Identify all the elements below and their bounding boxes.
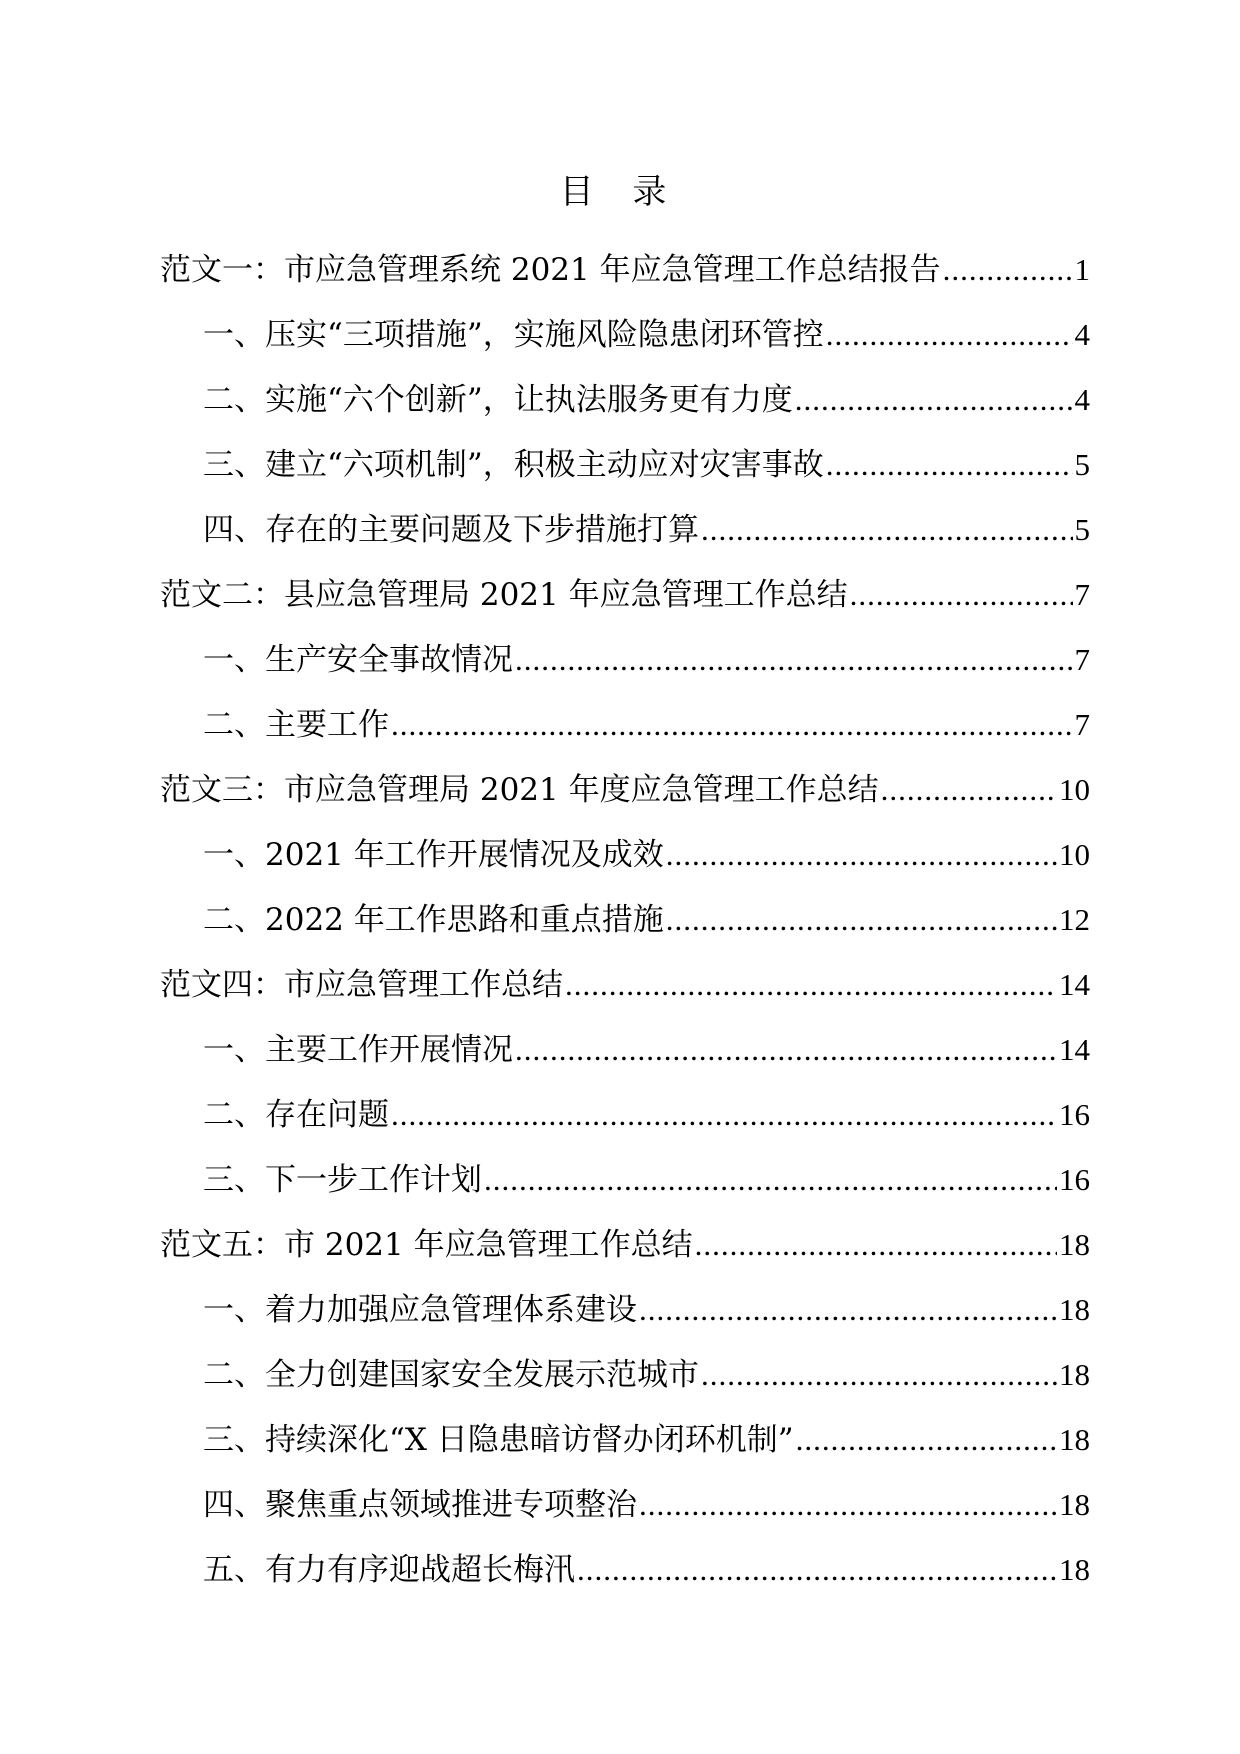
toc-page-number: 5 bbox=[1074, 447, 1090, 482]
dot-leader bbox=[515, 627, 1073, 692]
dot-leader bbox=[515, 1017, 1057, 1082]
toc-page-number: 4 bbox=[1074, 317, 1090, 352]
toc-entry-text: 范文四：市应急管理工作总结 bbox=[160, 967, 563, 1003]
toc-entry[interactable] bbox=[160, 627, 1090, 692]
toc-page-number: 10 bbox=[1059, 837, 1090, 872]
toc-entry-text: 四、存在的主要问题及下步措施打算 bbox=[203, 512, 699, 548]
toc-page-number: 4 bbox=[1074, 382, 1090, 417]
toc-page-number: 18 bbox=[1059, 1357, 1090, 1392]
toc-entry[interactable] bbox=[160, 887, 1090, 952]
toc-entry[interactable] bbox=[160, 1082, 1090, 1147]
dot-leader bbox=[565, 952, 1057, 1017]
toc-title: 目 录 bbox=[559, 172, 681, 212]
toc-entry[interactable] bbox=[160, 1342, 1090, 1407]
toc-entry-text: 一、着力加强应急管理体系建设 bbox=[203, 1292, 637, 1328]
toc-entry-text: 二、存在问题 bbox=[203, 1097, 389, 1133]
toc-entry[interactable] bbox=[160, 822, 1090, 887]
dot-leader bbox=[391, 692, 1073, 757]
toc-entry-text: 三、下一步工作计划 bbox=[203, 1162, 482, 1198]
toc-page-number: 16 bbox=[1059, 1162, 1090, 1197]
toc-entry[interactable] bbox=[160, 237, 1090, 302]
toc-entry[interactable] bbox=[160, 692, 1090, 757]
toc-page-number: 18 bbox=[1059, 1552, 1090, 1587]
toc-entry-text: 一、2021 年工作开展情况及成效 bbox=[203, 837, 664, 873]
toc-page-number: 12 bbox=[1059, 902, 1090, 937]
dot-leader bbox=[796, 1407, 1057, 1472]
toc-entry-text: 范文五：市 2021 年应急管理工作总结 bbox=[160, 1227, 693, 1263]
toc-entry[interactable] bbox=[160, 1537, 1090, 1602]
dot-leader bbox=[391, 1082, 1057, 1147]
toc-page-number: 7 bbox=[1074, 642, 1090, 677]
toc-entry-text: 三、建立“六项机制”，积极主动应对灾害事故 bbox=[203, 447, 824, 483]
dot-leader bbox=[577, 1537, 1057, 1602]
toc-entry-text: 范文三：市应急管理局 2021 年度应急管理工作总结 bbox=[160, 772, 879, 808]
toc-entry[interactable] bbox=[160, 432, 1090, 497]
toc-entry[interactable] bbox=[160, 952, 1090, 1017]
toc-page-number: 16 bbox=[1059, 1097, 1090, 1132]
toc-entry-text: 五、有力有序迎战超长梅汛 bbox=[203, 1552, 575, 1588]
toc-entry[interactable] bbox=[160, 1472, 1090, 1537]
dot-leader bbox=[881, 757, 1057, 822]
dot-leader bbox=[701, 497, 1073, 562]
toc-entry-text: 二、主要工作 bbox=[203, 707, 389, 743]
toc-entry-text: 一、压实“三项措施”，实施风险隐患闭环管控 bbox=[203, 317, 824, 353]
toc-page-number: 18 bbox=[1059, 1292, 1090, 1327]
dot-leader bbox=[695, 1212, 1057, 1277]
toc-entry-text: 二、全力创建国家安全发展示范城市 bbox=[203, 1357, 699, 1393]
toc-entry-text: 二、2022 年工作思路和重点措施 bbox=[203, 902, 664, 938]
toc-page-number: 14 bbox=[1059, 1032, 1090, 1067]
dot-leader bbox=[484, 1147, 1057, 1212]
toc-page-number: 10 bbox=[1059, 772, 1090, 807]
toc-page-number: 7 bbox=[1074, 577, 1090, 612]
dot-leader bbox=[795, 367, 1073, 432]
dot-leader bbox=[826, 432, 1073, 497]
dot-leader bbox=[943, 237, 1073, 302]
dot-leader bbox=[701, 1342, 1057, 1407]
toc-entry[interactable] bbox=[160, 1017, 1090, 1082]
toc-entry[interactable] bbox=[160, 302, 1090, 367]
toc-entry-text: 一、生产安全事故情况 bbox=[203, 642, 513, 678]
toc-entry-text: 三、持续深化“X 日隐患暗访督办闭环机制” bbox=[203, 1422, 794, 1458]
toc-entry[interactable] bbox=[160, 562, 1090, 627]
toc-entry-text: 二、实施“六个创新”，让执法服务更有力度 bbox=[203, 382, 793, 418]
table-of-contents bbox=[160, 237, 1090, 1602]
toc-page-number: 18 bbox=[1059, 1487, 1090, 1522]
dot-leader bbox=[850, 562, 1073, 627]
toc-entry[interactable] bbox=[160, 1407, 1090, 1472]
toc-entry[interactable] bbox=[160, 497, 1090, 562]
dot-leader bbox=[666, 822, 1057, 887]
toc-entry[interactable] bbox=[160, 1277, 1090, 1342]
toc-page-number: 18 bbox=[1059, 1227, 1090, 1262]
toc-page-number: 14 bbox=[1059, 967, 1090, 1002]
toc-entry-text: 范文一：市应急管理系统 2021 年应急管理工作总结报告 bbox=[160, 252, 941, 288]
dot-leader bbox=[666, 887, 1057, 952]
dot-leader bbox=[639, 1277, 1057, 1342]
toc-page-number: 18 bbox=[1059, 1422, 1090, 1457]
dot-leader bbox=[639, 1472, 1057, 1537]
toc-page-number: 7 bbox=[1074, 707, 1090, 742]
toc-entry-text: 范文二：县应急管理局 2021 年应急管理工作总结 bbox=[160, 577, 848, 613]
toc-entry-text: 一、主要工作开展情况 bbox=[203, 1032, 513, 1068]
toc-entry-text: 四、聚焦重点领域推进专项整治 bbox=[203, 1487, 637, 1523]
toc-entry[interactable] bbox=[160, 1212, 1090, 1277]
dot-leader bbox=[826, 302, 1073, 367]
toc-entry[interactable] bbox=[160, 1147, 1090, 1212]
toc-entry[interactable] bbox=[160, 757, 1090, 822]
toc-entry[interactable] bbox=[160, 367, 1090, 432]
toc-page-number: 1 bbox=[1074, 252, 1090, 287]
toc-page-number: 5 bbox=[1074, 512, 1090, 547]
